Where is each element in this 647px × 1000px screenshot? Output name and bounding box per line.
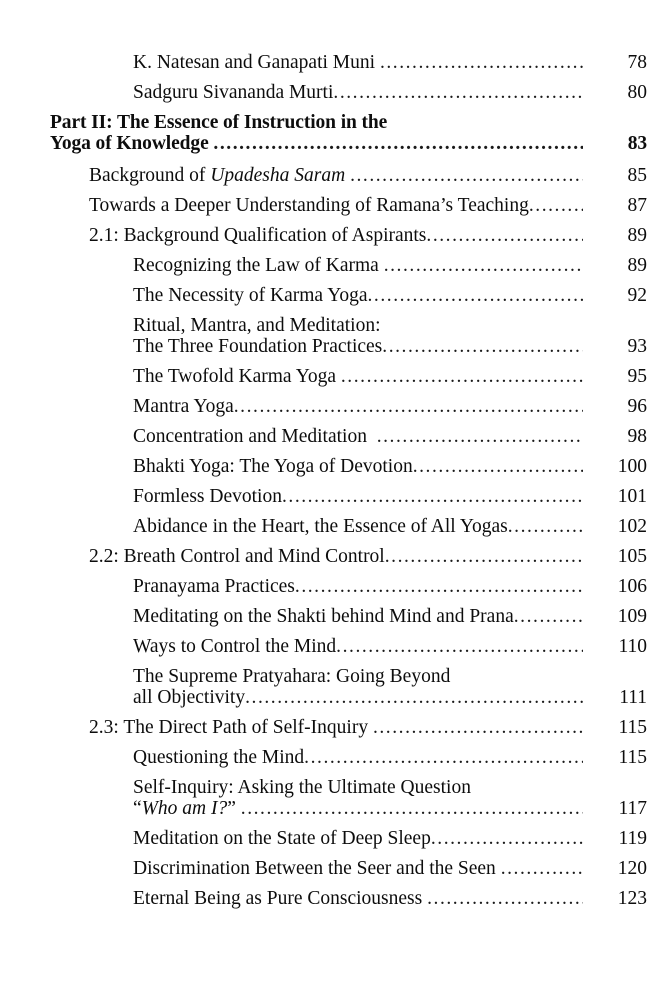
toc-page-number: 96	[627, 396, 647, 417]
toc-page-number: 92	[627, 285, 647, 306]
toc-entry-title: Ways to Control the Mind	[133, 636, 337, 657]
toc-page-number: 100	[617, 456, 647, 477]
toc-entry-title: Eternal Being as Pure Consciousness	[133, 888, 428, 909]
toc-entry-title: Formless Devotion	[133, 486, 282, 507]
toc-entry-title: all Objectivity	[133, 687, 246, 708]
dot-leader	[377, 426, 583, 447]
toc-page-number: 109	[617, 606, 647, 627]
toc-entry-line-final	[50, 133, 583, 154]
toc-entry[interactable]	[0, 606, 647, 627]
toc-entry[interactable]	[0, 426, 647, 447]
toc-entry[interactable]	[0, 255, 647, 276]
dot-leader	[241, 798, 583, 819]
toc-entry-line-final	[133, 516, 583, 537]
dot-leader	[413, 456, 583, 477]
toc-entry-title: Recognizing the Law of Karma	[133, 255, 384, 276]
toc-entry-line-final	[133, 366, 583, 387]
toc-entry-title: Sadguru Sivananda Murti	[133, 82, 334, 103]
toc-entry-title: Towards a Deeper Understanding of Ramana’s Teaching	[89, 195, 529, 216]
toc-entry[interactable]	[0, 456, 647, 477]
dot-leader	[431, 828, 583, 849]
toc-entry-line	[133, 315, 583, 336]
toc-entry-line-final	[133, 486, 583, 507]
toc-entry-line-final	[133, 687, 583, 708]
toc-page-number: 123	[617, 888, 647, 909]
toc-entry-line-final	[133, 52, 583, 73]
toc-page-number: 89	[627, 225, 647, 246]
toc-entry[interactable]	[0, 546, 647, 567]
toc-page-number: 102	[617, 516, 647, 537]
toc-entry[interactable]	[0, 666, 647, 708]
dot-leader	[529, 195, 583, 216]
toc-page-number: 80	[627, 82, 647, 103]
toc-entry[interactable]	[0, 747, 647, 768]
toc-entry[interactable]	[0, 486, 647, 507]
toc-entry[interactable]	[0, 225, 647, 246]
toc-page-number: 93	[627, 336, 647, 357]
toc-entry-line-final	[133, 798, 583, 819]
dot-leader	[508, 516, 583, 537]
toc-entry-title: “Who am I?”	[133, 798, 241, 819]
toc-page-number: 117	[618, 798, 647, 819]
toc-entry-title: Part II: The Essence of Instruction in the	[50, 112, 388, 133]
toc-page-number: 119	[618, 828, 647, 849]
toc-entry[interactable]	[0, 777, 647, 819]
dot-leader	[368, 285, 584, 306]
toc-page-number: 115	[618, 747, 647, 768]
toc-entry-title: Ritual, Mantra, and Meditation:	[133, 315, 381, 336]
toc-page-number: 83	[627, 133, 647, 154]
toc-entry-title: K. Natesan and Ganapati Muni	[133, 52, 380, 73]
toc-page-number: 101	[617, 486, 647, 507]
toc-page-number: 98	[627, 426, 647, 447]
toc-entry[interactable]	[0, 366, 647, 387]
toc-entry-title: The Necessity of Karma Yoga	[133, 285, 368, 306]
toc-entry[interactable]	[0, 858, 647, 879]
toc-page-number: 95	[627, 366, 647, 387]
dot-leader	[380, 52, 583, 73]
toc-page-number: 105	[617, 546, 647, 567]
toc-entry-line-final	[133, 636, 583, 657]
toc-page-number: 111	[619, 687, 647, 708]
toc-entry[interactable]	[0, 516, 647, 537]
toc-entry-line-final	[89, 546, 583, 567]
toc-entry-line-final	[133, 255, 583, 276]
toc-entry[interactable]	[0, 888, 647, 909]
toc-entry-line-final	[133, 606, 583, 627]
toc-entry[interactable]	[0, 165, 647, 186]
dot-leader	[336, 636, 583, 657]
toc-entry[interactable]	[0, 285, 647, 306]
toc-entry[interactable]	[0, 52, 647, 73]
toc-page-number: 89	[627, 255, 647, 276]
toc-entry-line-final	[133, 285, 583, 306]
toc-entry-line-final	[133, 456, 583, 477]
toc-entry-title: Bhakti Yoga: The Yoga of Devotion	[133, 456, 413, 477]
toc-page-number: 78	[627, 52, 647, 73]
toc-entry-title: Questioning the Mind	[133, 747, 305, 768]
toc-entry[interactable]	[0, 315, 647, 357]
toc-entry-title: 2.2: Breath Control and Mind Control	[89, 546, 385, 567]
toc-entry-title: Mantra Yoga	[133, 396, 234, 417]
toc-entry-line	[50, 112, 583, 133]
toc-entry-title: The Supreme Pratyahara: Going Beyond	[133, 666, 451, 687]
dot-leader	[427, 888, 583, 909]
toc-page-number: 87	[627, 195, 647, 216]
dot-leader	[373, 717, 583, 738]
dot-leader	[426, 225, 583, 246]
toc-entry-title: Meditation on the State of Deep Sleep	[133, 828, 431, 849]
toc-entry-line-final	[133, 426, 583, 447]
toc-entry-title: Discrimination Between the Seer and the Seen	[133, 858, 501, 879]
dot-leader	[213, 133, 583, 154]
toc-page-number: 106	[617, 576, 647, 597]
dot-leader	[350, 165, 583, 186]
toc-entry-title: The Twofold Karma Yoga	[133, 366, 341, 387]
toc-entry-line-final	[133, 747, 583, 768]
toc-entry[interactable]	[0, 828, 647, 849]
dot-leader	[245, 687, 583, 708]
toc-entry[interactable]	[0, 396, 647, 417]
toc-entry-line	[133, 666, 583, 687]
dot-leader	[282, 486, 583, 507]
table-of-contents	[0, 52, 647, 918]
toc-entry[interactable]	[0, 576, 647, 597]
toc-entry-line-final	[133, 576, 583, 597]
dot-leader	[333, 82, 583, 103]
toc-entry[interactable]	[0, 82, 647, 103]
toc-entry-line-final	[89, 717, 583, 738]
toc-entry-line-final	[133, 828, 583, 849]
toc-entry-line	[133, 777, 583, 798]
dot-leader	[234, 396, 583, 417]
toc-entry-line-final	[89, 165, 583, 186]
dot-leader	[514, 606, 583, 627]
toc-entry-line-final	[133, 336, 583, 357]
toc-entry[interactable]	[0, 195, 647, 216]
toc-entry[interactable]	[0, 112, 647, 154]
toc-page-number: 110	[618, 636, 647, 657]
toc-page-number: 120	[617, 858, 647, 879]
toc-entry-title: Background of Upadesha Saram	[89, 165, 346, 186]
toc-page-number: 115	[618, 717, 647, 738]
dot-leader	[295, 576, 583, 597]
toc-entry-title: 2.3: The Direct Path of Self-Inquiry	[89, 717, 373, 738]
dot-leader	[385, 546, 583, 567]
toc-entry-title: Abidance in the Heart, the Essence of All Yogas	[133, 516, 508, 537]
toc-entry-title: The Three Foundation Practices	[133, 336, 383, 357]
toc-entry-title: Yoga of Knowledge	[50, 133, 214, 154]
toc-entry-title: Self-Inquiry: Asking the Ultimate Question	[133, 777, 471, 798]
toc-entry-title: Pranayama Practices	[133, 576, 295, 597]
toc-entry-line-final	[133, 396, 583, 417]
toc-entry-title: 2.1: Background Qualification of Aspirants	[89, 225, 427, 246]
toc-entry-line-final	[89, 225, 583, 246]
dot-leader	[501, 858, 583, 879]
dot-leader	[382, 336, 583, 357]
toc-page-number: 85	[627, 165, 647, 186]
toc-entry-title: Concentration and Meditation	[133, 426, 377, 447]
toc-entry[interactable]	[0, 636, 647, 657]
dot-leader	[304, 747, 583, 768]
toc-entry-line-final	[133, 82, 583, 103]
toc-entry-line-final	[89, 195, 583, 216]
dot-leader	[384, 255, 583, 276]
dot-leader	[341, 366, 583, 387]
toc-entry-line-final	[133, 888, 583, 909]
toc-entry[interactable]	[0, 717, 647, 738]
toc-entry-title: Meditating on the Shakti behind Mind and Prana	[133, 606, 514, 627]
toc-entry-line-final	[133, 858, 583, 879]
